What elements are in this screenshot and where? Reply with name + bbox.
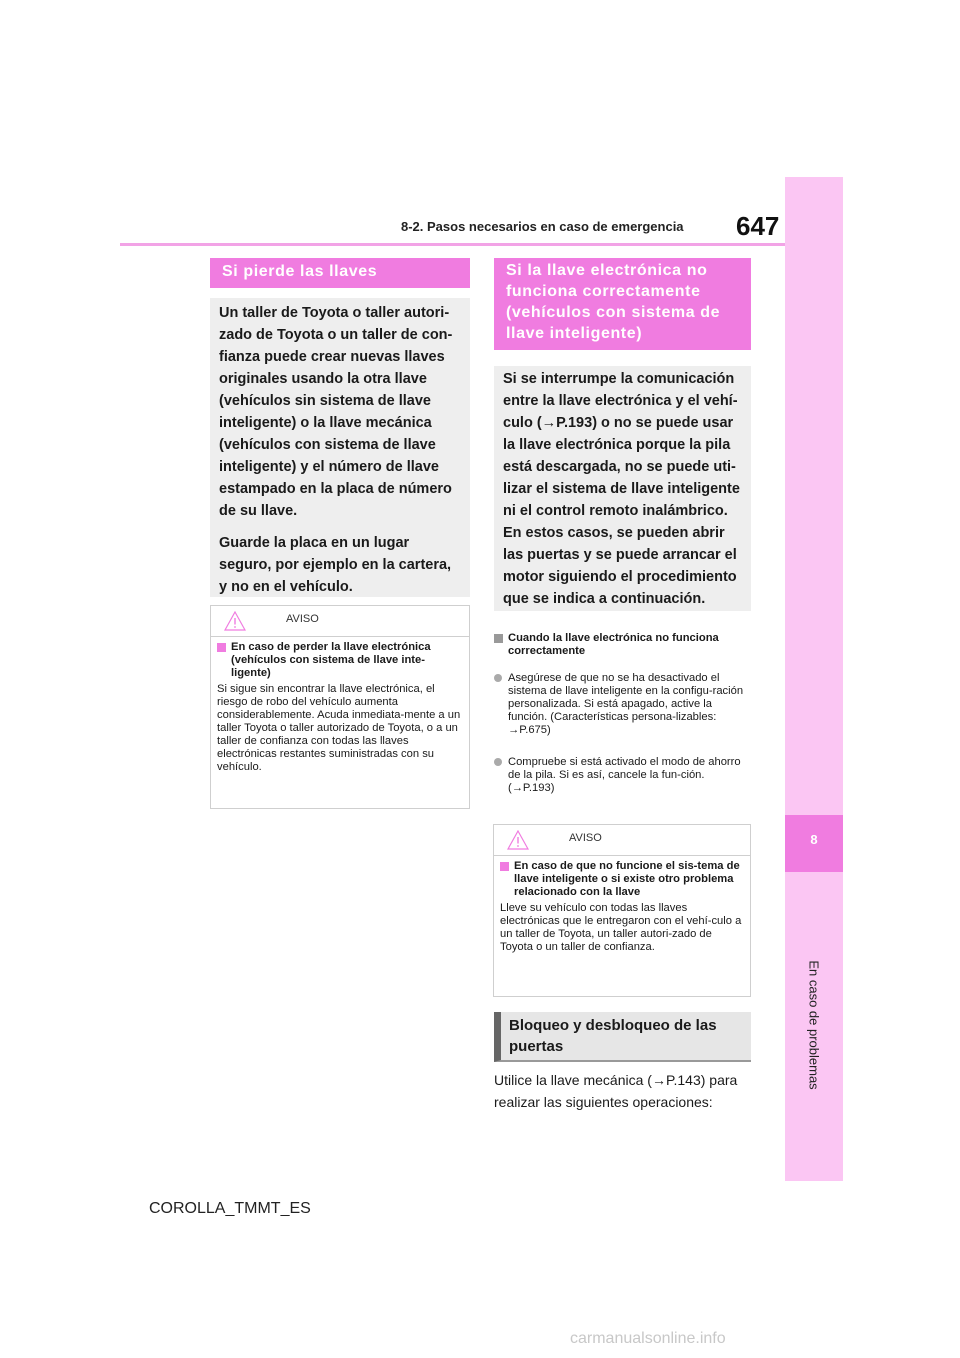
- warning-label: AVISO: [569, 832, 602, 844]
- warning-text: Si sigue sin encontrar la llave electrónica, el riesgo de robo del vehículo aumenta considerablemente. Acuda inmediata-mente a un taller Toyota o taller autorizado de Toyota, o a un taller de confianza con todas las llaves electrónicas restantes suministradas con su vehículo.: [217, 683, 461, 773]
- warning-triangle-icon: [507, 830, 529, 850]
- lost-keys-title: Si pierde las llaves: [210, 258, 470, 288]
- warning-label: AVISO: [286, 613, 319, 625]
- warning-subtitle: [500, 860, 744, 899]
- smart-key-title: Si la llave electrónica no funciona correctamente (vehículos con sistema de llave inteligente): [494, 258, 751, 350]
- section-title: 8-2. Pasos necesarios en caso de emergencia: [401, 219, 684, 234]
- warning-body: [494, 856, 750, 954]
- smart-key-paragraph: Si se interrumpe la comunicación entre la llave electrónica y el vehí-culo (→P.193) o no se puede usar la llave electrónica porque la pila está descargada, no se puede uti-lizar el sistema de llave inteligente ni el control remoto inalámbrico. En estos casos, se pueden abrir las puertas y se puede arrancar el motor siguiendo el procedimiento que se indica a continuación.: [503, 371, 740, 607]
- list-item: [494, 756, 751, 795]
- warning-subtitle-text: En caso de que no funcione el sis-tema de llave inteligente o si existe otro problema relacionado con la llave: [514, 860, 740, 898]
- warning-box-lost-key: [210, 605, 470, 809]
- list-item: [494, 672, 751, 737]
- warning-subtitle-text: En caso de perder la llave electrónica (vehículos con sistema de llave inte-ligente): [231, 641, 431, 679]
- warning-box-smart-key: [493, 824, 751, 997]
- note-title: [494, 632, 751, 658]
- chapter-number: 8: [810, 832, 818, 847]
- lost-keys-box: [210, 298, 470, 597]
- round-bullet-icon: [494, 758, 502, 766]
- lost-keys-paragraph-1: Un taller de Toyota o taller autori-zado de Toyota o un taller de con-fianza puede crear nuevas llaves originales usando la otra llave (vehículos sin sistema de llave inteligente) o la llave mecánica (vehículos con sistema de llave inteligente) y el número de llave estampado en la placa de número de su llave.: [219, 305, 453, 519]
- door-lock-paragraph: Utilice la llave mecánica (→P.143) para realizar las siguientes operaciones:: [494, 1072, 738, 1110]
- square-bullet-icon: [500, 862, 509, 871]
- square-bullet-icon: [494, 634, 503, 643]
- warning-body: [211, 637, 469, 774]
- smart-key-box: [494, 366, 751, 611]
- lost-keys-paragraph-2: Guarde la placa en un lugar seguro, por ejemplo en la cartera, y no en el vehículo.: [219, 535, 452, 595]
- list-item-text: Compruebe si está activado el modo de ahorro de la pila. Si es así, cancele la fun-ción. (→P.193): [508, 756, 741, 794]
- list-item-text: Asegúrese de que no se ha desactivado el sistema de llave inteligente en la configu-ración personalizada. Si está apagado, active la función. (Características persona-lizables: →P.675): [508, 672, 744, 736]
- header-divider: [120, 243, 785, 246]
- round-bullet-icon: [494, 674, 502, 682]
- square-bullet-icon: [217, 643, 226, 652]
- warning-header: [211, 606, 469, 637]
- footer-model-code: COROLLA_TMMT_ES: [149, 1200, 311, 1217]
- warning-header: [494, 825, 750, 856]
- warning-text: Lleve su vehículo con todas las llaves electrónicas que le entregaron con el vehí-culo a un taller de Toyota, un taller autori-zado de Toyota o un taller de confianza.: [500, 902, 742, 953]
- warning-triangle-icon: [224, 611, 246, 631]
- note-title-text: Cuando la llave electrónica no funciona correctamente: [508, 632, 719, 657]
- chapter-label: En caso de problemas: [806, 960, 822, 1090]
- watermark: carmanualsonline.info: [570, 1330, 726, 1347]
- warning-subtitle: [217, 641, 463, 680]
- page-number: 647: [736, 211, 780, 241]
- door-lock-title: Bloqueo y desbloqueo de las puertas: [494, 1012, 751, 1062]
